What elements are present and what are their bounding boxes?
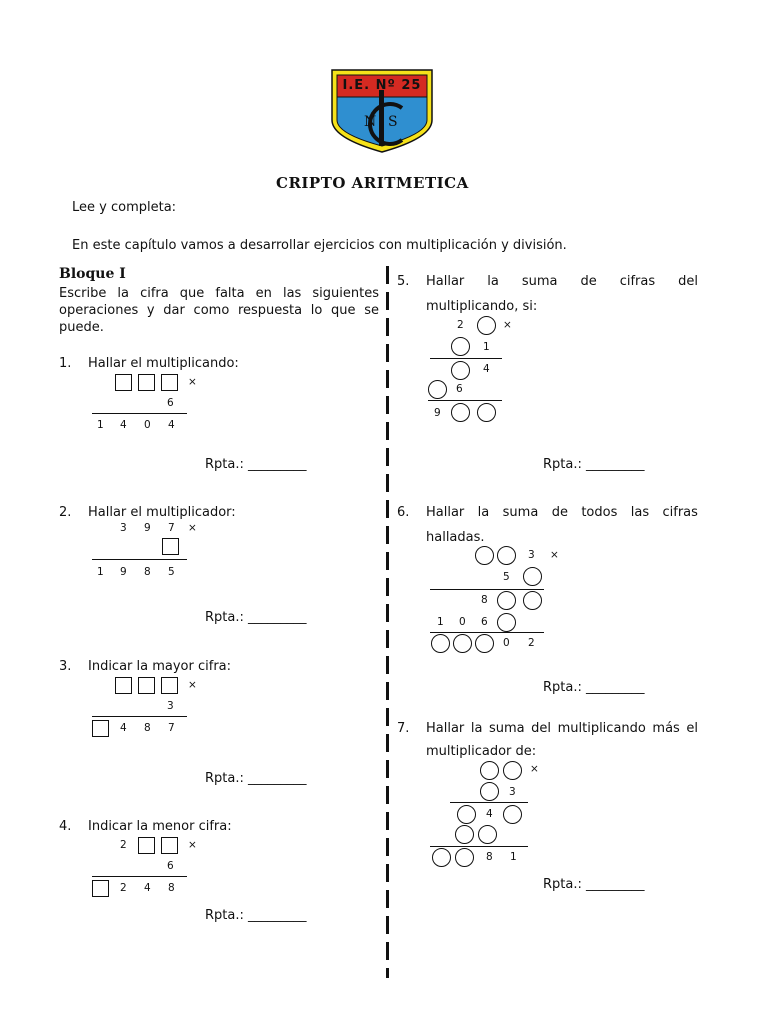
result-digit: 2 bbox=[120, 882, 127, 894]
digit-circle[interactable] bbox=[523, 591, 542, 610]
digit-circle[interactable] bbox=[497, 546, 516, 565]
digit-box[interactable] bbox=[162, 538, 179, 555]
digit-box[interactable] bbox=[92, 880, 109, 897]
digit-circle[interactable] bbox=[457, 805, 476, 824]
bloque-heading: Bloque I bbox=[59, 266, 126, 282]
operation-line bbox=[428, 400, 502, 401]
problem-text-line-2: multiplicando, si: bbox=[426, 299, 538, 314]
digit-circle[interactable] bbox=[428, 380, 447, 399]
digit-circle[interactable] bbox=[503, 761, 522, 780]
top-digit: 2 bbox=[120, 839, 127, 851]
digit-box[interactable] bbox=[161, 677, 178, 694]
school-logo bbox=[330, 68, 434, 154]
word: la bbox=[487, 274, 499, 289]
digit-circle[interactable] bbox=[451, 361, 470, 380]
digit-box[interactable] bbox=[138, 837, 155, 854]
logo-top-text: I.E. Nº 25 bbox=[342, 78, 422, 93]
row-digit: 2 bbox=[528, 637, 535, 649]
bloque-desc-line-2: operaciones y dar como respuesta lo que se bbox=[59, 303, 379, 318]
top-digit: 3 bbox=[120, 522, 127, 534]
row-digit: 8 bbox=[486, 851, 493, 863]
digit-circle[interactable] bbox=[475, 546, 494, 565]
digit-circle[interactable] bbox=[480, 761, 499, 780]
multiplier-digit: 6 bbox=[167, 860, 174, 872]
result-digit: 8 bbox=[168, 882, 175, 894]
word: de bbox=[551, 505, 568, 520]
row-digit: 5 bbox=[503, 571, 510, 583]
digit-circle[interactable] bbox=[455, 848, 474, 867]
word: suma bbox=[502, 505, 539, 520]
digit-circle[interactable] bbox=[475, 634, 494, 653]
digit-box[interactable] bbox=[161, 374, 178, 391]
digit-circle[interactable] bbox=[453, 634, 472, 653]
problem-number: 1. bbox=[59, 356, 72, 371]
digit-box[interactable] bbox=[161, 837, 178, 854]
times-sign: × bbox=[188, 376, 197, 388]
word: las bbox=[630, 505, 650, 520]
operation-line bbox=[92, 413, 187, 414]
times-sign: × bbox=[503, 319, 512, 331]
answer-blank[interactable]: Rpta.: _________ bbox=[205, 771, 307, 786]
result-digit: 8 bbox=[144, 566, 151, 578]
times-sign: × bbox=[550, 549, 559, 561]
digit-circle[interactable] bbox=[497, 613, 516, 632]
problem-text-line-1: Hallar la suma del multiplicando más el bbox=[426, 721, 698, 736]
result-digit: 9 bbox=[120, 566, 127, 578]
row-digit: 6 bbox=[456, 383, 463, 395]
problem-text: Hallar el multiplicador: bbox=[88, 505, 236, 520]
digit-circle[interactable] bbox=[497, 591, 516, 610]
top-digit: 9 bbox=[144, 522, 151, 534]
page-title: CRIPTO ARITMETICA bbox=[276, 174, 469, 192]
operation-line bbox=[430, 589, 544, 590]
digit-box[interactable] bbox=[138, 677, 155, 694]
intro-line-1: Lee y completa: bbox=[72, 200, 177, 215]
digit-circle[interactable] bbox=[432, 848, 451, 867]
digit-circle[interactable] bbox=[451, 403, 470, 422]
row-digit: 8 bbox=[481, 594, 488, 606]
problem-number: 2. bbox=[59, 505, 72, 520]
problem-text-line-2: multiplicador de: bbox=[426, 744, 537, 759]
operation-line bbox=[450, 802, 528, 803]
word: del bbox=[678, 274, 698, 289]
word: suma bbox=[521, 274, 558, 289]
answer-blank[interactable]: Rpta.: _________ bbox=[543, 877, 645, 892]
top-digit: 2 bbox=[457, 319, 464, 331]
digit-circle[interactable] bbox=[477, 316, 496, 335]
top-digit: 7 bbox=[168, 522, 175, 534]
result-digit: 1 bbox=[97, 566, 104, 578]
row-digit: 6 bbox=[481, 616, 488, 628]
result-digit: 4 bbox=[168, 419, 175, 431]
digit-box[interactable] bbox=[115, 374, 132, 391]
word: de bbox=[580, 274, 597, 289]
result-digit: 8 bbox=[144, 722, 151, 734]
operation-line bbox=[430, 358, 502, 359]
operation-line bbox=[92, 559, 187, 560]
digit-circle[interactable] bbox=[480, 782, 499, 801]
operation-line bbox=[430, 632, 544, 633]
result-digit: 4 bbox=[144, 882, 151, 894]
word: Hallar bbox=[426, 274, 465, 289]
logo-monogram-left: N bbox=[364, 114, 377, 130]
digit-circle[interactable] bbox=[455, 825, 474, 844]
problem-number: 6. bbox=[397, 505, 410, 520]
digit-circle[interactable] bbox=[431, 634, 450, 653]
answer-blank[interactable]: Rpta.: _________ bbox=[205, 908, 307, 923]
intro-line-2: En este capítulo vamos a desarrollar ejercicios con multiplicación y división. bbox=[72, 238, 567, 253]
problem-text-line-1 bbox=[426, 505, 698, 520]
problem-number: 4. bbox=[59, 819, 72, 834]
times-sign: × bbox=[188, 679, 197, 691]
row-digit: 4 bbox=[483, 363, 490, 375]
answer-blank[interactable]: Rpta.: _________ bbox=[543, 457, 645, 472]
multiplier-digit: 6 bbox=[167, 397, 174, 409]
word: cifras bbox=[619, 274, 656, 289]
times-sign: × bbox=[530, 763, 539, 775]
answer-blank[interactable]: Rpta.: _________ bbox=[205, 457, 307, 472]
result-digit: 4 bbox=[120, 419, 127, 431]
problem-text-line-1 bbox=[426, 274, 698, 289]
problem-text-line-2: halladas. bbox=[426, 530, 485, 545]
digit-box[interactable] bbox=[138, 374, 155, 391]
operation-line bbox=[430, 846, 528, 847]
digit-box[interactable] bbox=[115, 677, 132, 694]
result-digit: 1 bbox=[97, 419, 104, 431]
word: todos bbox=[581, 505, 618, 520]
word: Hallar bbox=[426, 505, 465, 520]
problem-text: Hallar el multiplicando: bbox=[88, 356, 239, 371]
operation-line bbox=[92, 716, 187, 717]
top-digit: 3 bbox=[528, 549, 535, 561]
result-digit: 5 bbox=[168, 566, 175, 578]
problem-text: Indicar la mayor cifra: bbox=[88, 659, 232, 674]
problem-text: Indicar la menor cifra: bbox=[88, 819, 232, 834]
operation-line bbox=[92, 876, 187, 877]
result-digit: 7 bbox=[168, 722, 175, 734]
row-digit: 1 bbox=[510, 851, 517, 863]
digit-circle[interactable] bbox=[478, 825, 497, 844]
bloque-desc-line-1: Escribe la cifra que falta en las siguientes bbox=[59, 286, 379, 301]
word: cifras bbox=[662, 505, 698, 520]
digit-circle[interactable] bbox=[523, 567, 542, 586]
word: la bbox=[477, 505, 490, 520]
row-digit: 0 bbox=[503, 637, 510, 649]
digit-circle[interactable] bbox=[477, 403, 496, 422]
answer-blank[interactable]: Rpta.: _________ bbox=[205, 610, 307, 625]
problem-number: 7. bbox=[397, 721, 410, 736]
row-digit: 3 bbox=[509, 786, 516, 798]
digit-circle[interactable] bbox=[503, 805, 522, 824]
row-digit: 9 bbox=[434, 407, 441, 419]
answer-blank[interactable]: Rpta.: _________ bbox=[543, 680, 645, 695]
times-sign: × bbox=[188, 522, 197, 534]
problem-number: 5. bbox=[397, 274, 410, 289]
row-digit: 4 bbox=[486, 808, 493, 820]
digit-box[interactable] bbox=[92, 720, 109, 737]
digit-circle[interactable] bbox=[451, 337, 470, 356]
result-digit: 0 bbox=[144, 419, 151, 431]
row-digit: 1 bbox=[437, 616, 444, 628]
row-digit: 0 bbox=[459, 616, 466, 628]
multiplier-digit: 3 bbox=[167, 700, 174, 712]
result-digit: 4 bbox=[120, 722, 127, 734]
row-digit: 1 bbox=[483, 341, 490, 353]
problem-number: 3. bbox=[59, 659, 72, 674]
bloque-desc-line-3: puede. bbox=[59, 320, 104, 335]
times-sign: × bbox=[188, 839, 197, 851]
logo-monogram-right: S bbox=[388, 114, 398, 130]
